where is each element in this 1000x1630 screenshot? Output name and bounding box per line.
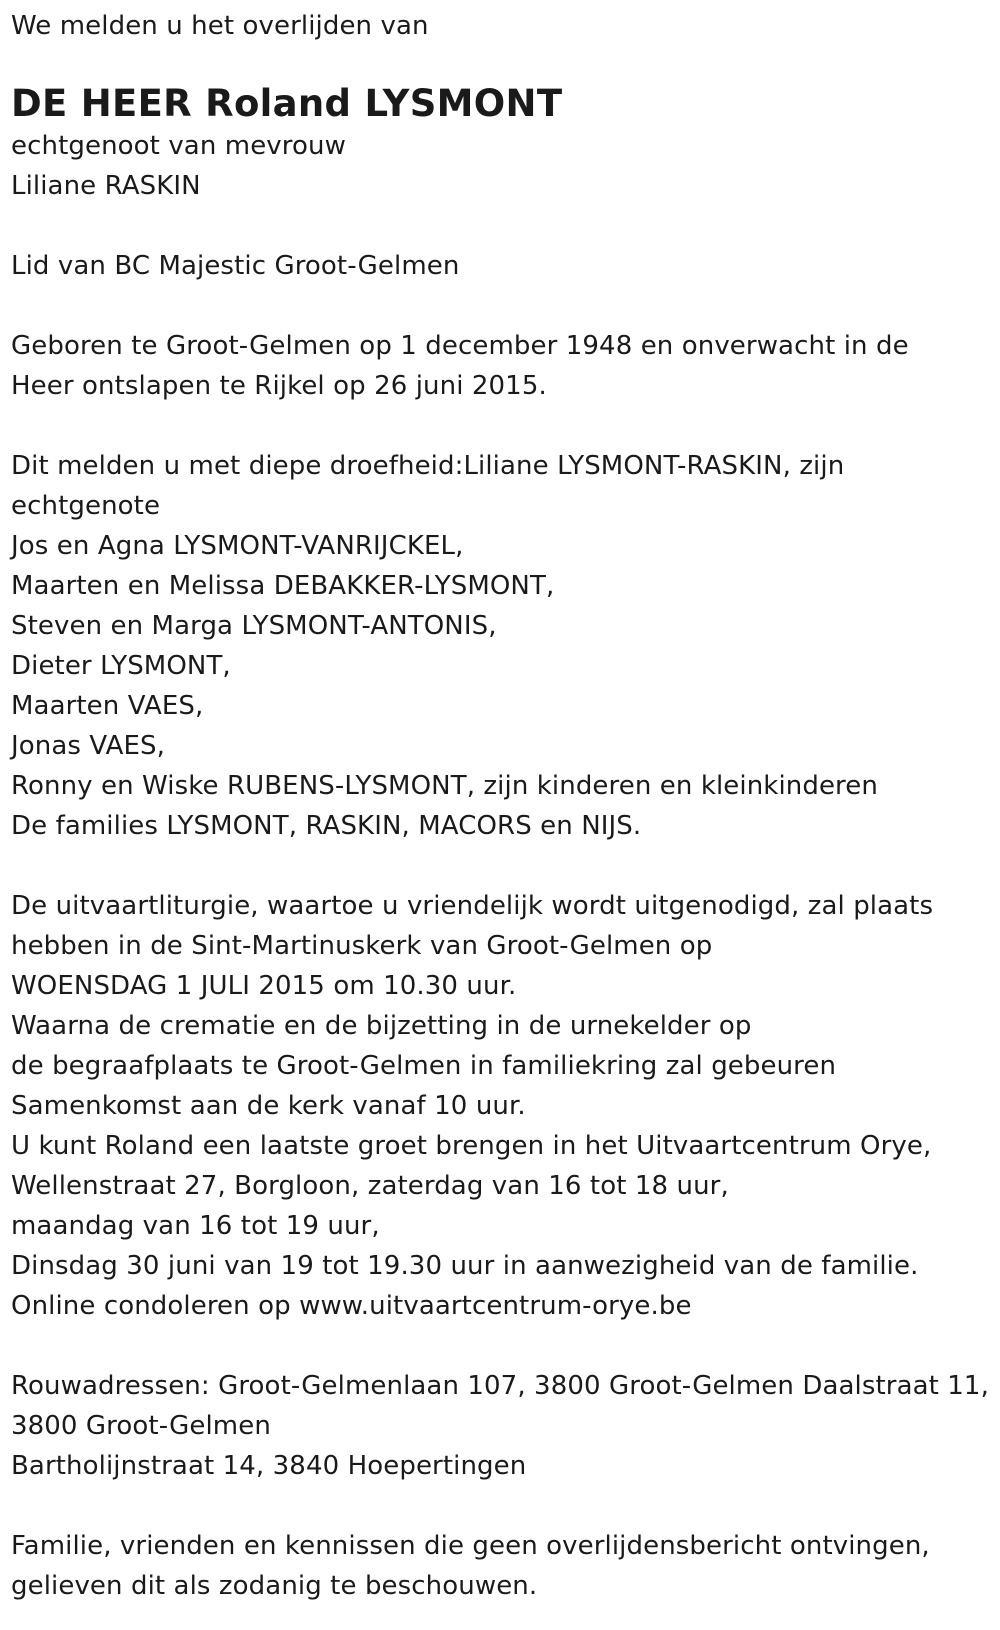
- mourners-block: [11, 446, 991, 846]
- funeral-line: Dinsdag 30 juni van 19 tot 19.30 uur in aanwezigheid van de familie.: [11, 1251, 919, 1281]
- funeral-line: U kunt Roland een laatste groet brengen in het Uitvaartcentrum Orye,: [11, 1131, 932, 1161]
- funeral-line: Wellenstraat 27, Borgloon, zaterdag van 16 tot 18 uur,: [11, 1171, 729, 1201]
- spouse-block: [11, 126, 991, 206]
- funeral-line: maandag van 16 tot 19 uur,: [11, 1211, 380, 1241]
- obituary-notice: [11, 6, 991, 1606]
- address-line: Bartholijnstraat 14, 3840 Hoepertingen: [11, 1451, 527, 1481]
- birth-death-line: Heer ontslapen te Rijkel op 26 juni 2015.: [11, 371, 547, 401]
- condolence-line: Online condoleren op www.uitvaartcentrum-orye.be: [11, 1291, 692, 1321]
- spacer: [11, 1486, 991, 1526]
- mourner-line: Dieter LYSMONT,: [11, 651, 231, 681]
- mourner-line: Maarten en Melissa DEBAKKER-LYSMONT,: [11, 571, 555, 601]
- spacer: [11, 286, 991, 326]
- spouse-line: echtgenoot van mevrouw: [11, 131, 346, 161]
- mourner-line: Maarten VAES,: [11, 691, 204, 721]
- mourner-line: Ronny en Wiske RUBENS-LYSMONT, zijn kinderen en kleinkinderen: [11, 771, 878, 801]
- mourner-line: Jos en Agna LYSMONT-VANRIJCKEL,: [11, 531, 464, 561]
- closing-line: Familie, vrienden en kennissen die geen overlijdensbericht ontvingen,: [11, 1531, 930, 1561]
- closing-line: gelieven dit als zodanig te beschouwen.: [11, 1571, 538, 1601]
- mourner-line: De families LYSMONT, RASKIN, MACORS en NIJS.: [11, 811, 642, 841]
- address-line: Rouwadressen: Groot-Gelmenlaan 107, 3800 Groot-Gelmen Daalstraat 11,: [11, 1371, 989, 1401]
- membership-text: Lid van BC Majestic Groot-Gelmen: [11, 251, 460, 281]
- spacer: [11, 1326, 991, 1366]
- funeral-line: hebben in de Sint-Martinuskerk van Groot-Gelmen op: [11, 931, 713, 961]
- spouse-name: Liliane RASKIN: [11, 171, 201, 201]
- funeral-date-line: WOENSDAG 1 JULI 2015 om 10.30 uur.: [11, 971, 517, 1001]
- closing-block: [11, 1526, 991, 1606]
- spacer: [11, 406, 991, 446]
- mourner-line: Steven en Marga LYSMONT-ANTONIS,: [11, 611, 497, 641]
- funeral-line: de begraafplaats te Groot-Gelmen in familiekring zal gebeuren: [11, 1051, 837, 1081]
- address-line: 3800 Groot-Gelmen: [11, 1411, 271, 1441]
- birth-death-line: Geboren te Groot-Gelmen op 1 december 1948 en onverwacht in de: [11, 331, 909, 361]
- funeral-line: Samenkomst aan de kerk vanaf 10 uur.: [11, 1091, 526, 1121]
- spacer: [11, 206, 991, 246]
- addresses-block: [11, 1366, 991, 1486]
- mourner-line: Dit melden u met diepe droefheid:Liliane LYSMONT-RASKIN, zijn: [11, 451, 845, 481]
- funeral-line: De uitvaartliturgie, waartoe u vriendelijk wordt uitgenodigd, zal plaats: [11, 891, 934, 921]
- spacer: [11, 846, 991, 886]
- intro-text: We melden u het overlijden van: [11, 11, 429, 41]
- deceased-name-heading: DE HEER Roland LYSMONT: [11, 82, 563, 125]
- funeral-line: Waarna de crematie en de bijzetting in de urnekelder op: [11, 1011, 752, 1041]
- birth-death-block: [11, 326, 991, 406]
- mourner-line: echtgenote: [11, 491, 161, 521]
- funeral-block: [11, 886, 991, 1326]
- mourner-line: Jonas VAES,: [11, 731, 166, 761]
